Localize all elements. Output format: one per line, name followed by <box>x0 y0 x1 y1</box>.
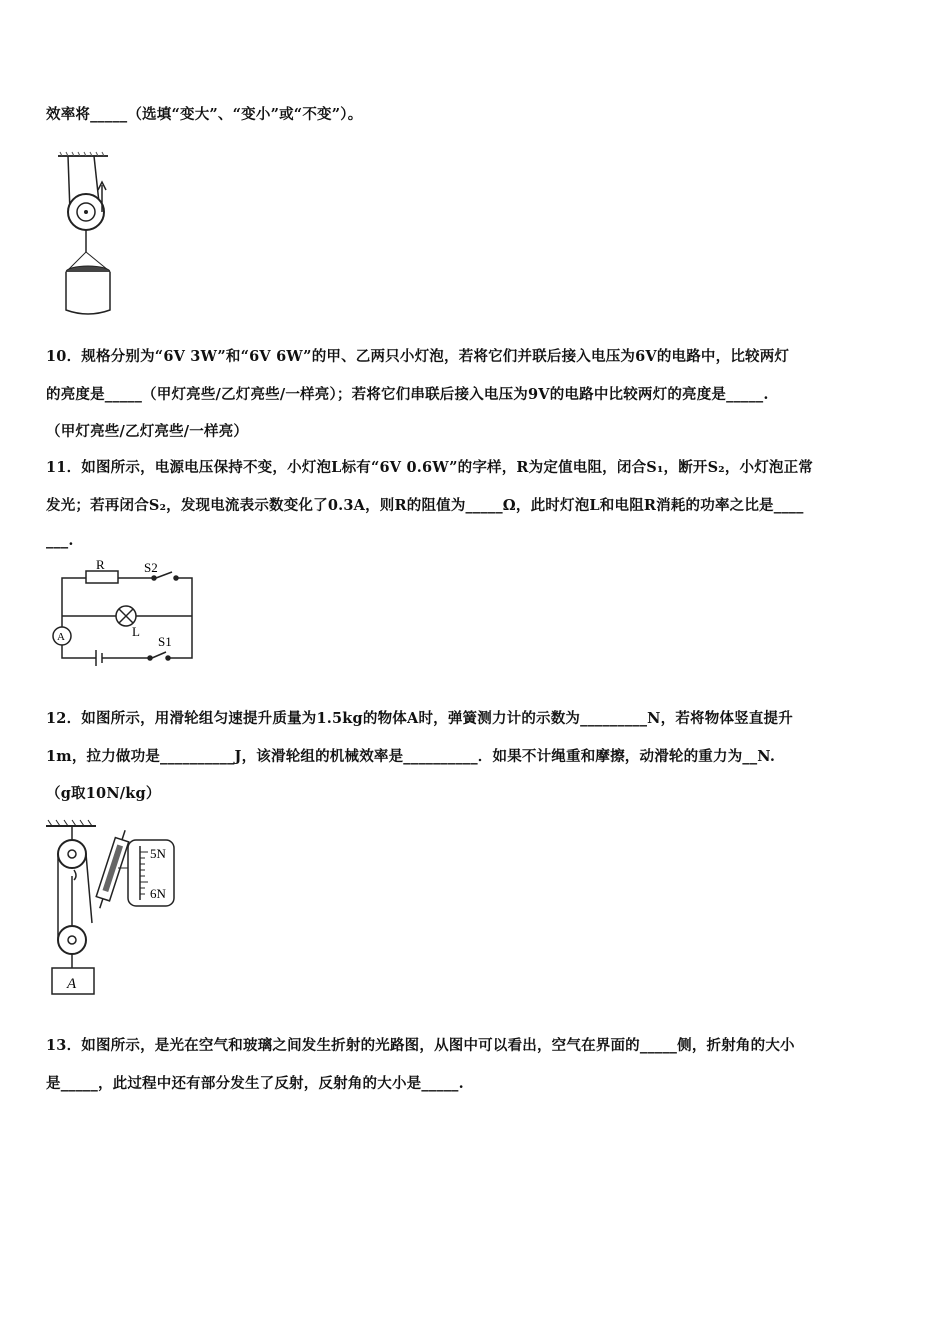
q11-line2: 发光；若再闭合S₂，发现电流表示数变化了0.3A，则R的阻值为_____Ω，此时灯泡L和电阻R消耗的功率之比是____ <box>46 497 804 514</box>
q10-line2: 的亮度是_____（甲灯亮些/乙灯亮些/一样亮）；若将它们串联后接入电压为9V的电路中比较两灯的亮度是_____. <box>46 386 769 403</box>
q13-line2: 是_____，此过程中还有部分发生了反射，反射角的大小是_____. <box>46 1075 464 1092</box>
q13-line1: 13．如图所示，是光在空气和玻璃之间发生折射的光路图，从图中可以看出，空气在界面的_____侧，折射角的大小 <box>46 1037 795 1054</box>
circuit-label-s1: S1 <box>158 634 172 649</box>
circuit-label-lamp: L <box>132 624 140 639</box>
q12-line2: 1m，拉力做功是__________J，该滑轮组的机械效率是__________．如果不计绳重和摩擦，动滑轮的重力为__N. <box>46 748 776 765</box>
scale-label-bottom: 6N <box>150 886 166 901</box>
resistor-r <box>86 571 118 583</box>
scale-label-top: 5N <box>150 846 166 861</box>
q10-line1: 10．规格分别为“6V 3W”和“6V 6W”的甲、乙两只小灯泡，若将它们并联后接入电压为6V的电路中，比较两灯 <box>46 348 790 365</box>
pulley-system-figure <box>44 818 184 1003</box>
q9-tail-text: 效率将_____（选填“变大”、“变小”或“不变”）。 <box>46 106 363 123</box>
circuit-label-r: R <box>96 558 105 572</box>
pulley-bucket-figure <box>50 150 130 320</box>
q12-line3: （g取10N/kg） <box>46 785 161 802</box>
q12-line1: 12．如图所示，用滑轮组匀速提升质量为1.5kg的物体A时，弹簧测力计的示数为_________N，若将物体竖直提升 <box>46 710 793 727</box>
q11-line1: 11．如图所示，电源电压保持不变，小灯泡L标有“6V 0.6W”的字样，R为定值电阻，闭合S₁，断开S₂，小灯泡正常 <box>46 459 814 476</box>
q10-line3: （甲灯亮些/乙灯亮些/一样亮） <box>46 423 249 440</box>
circuit-label-ammeter: A <box>57 631 65 643</box>
q11-line3: ___. <box>46 532 74 549</box>
circuit-label-s2: S2 <box>144 560 158 575</box>
block-a-label: A <box>67 976 77 992</box>
circuit-figure <box>46 558 206 668</box>
